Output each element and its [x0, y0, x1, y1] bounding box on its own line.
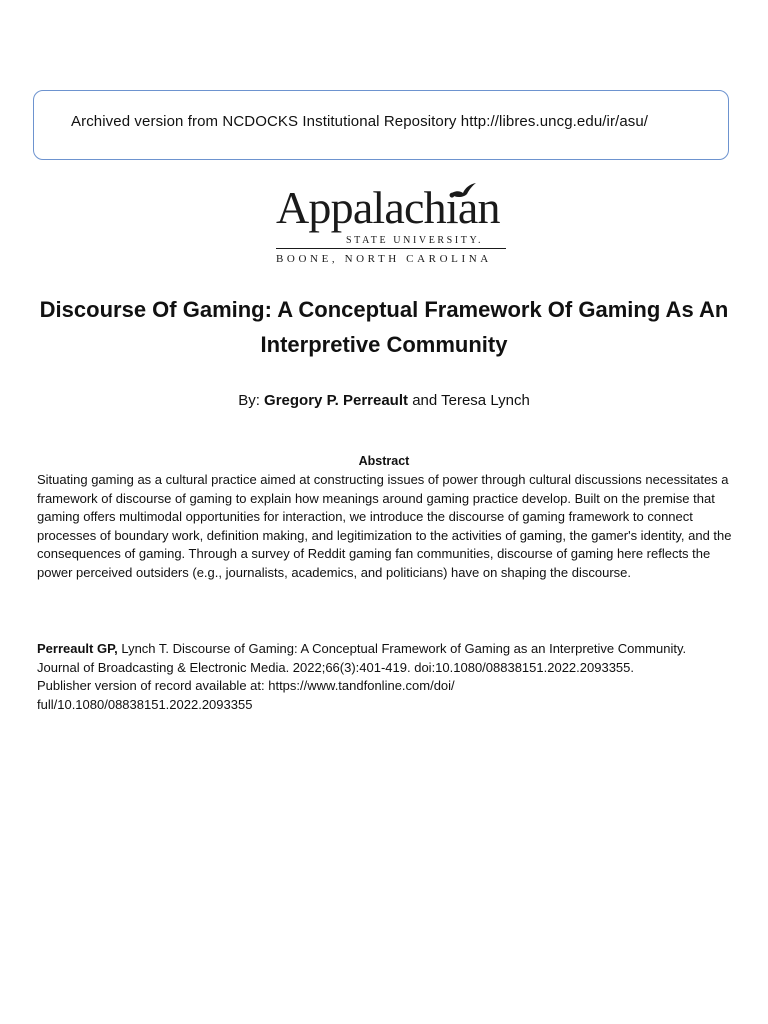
archive-notice-box — [33, 90, 729, 160]
university-logo — [276, 182, 512, 270]
archive-notice: Archived version from NCDOCKS Institutional Repository http://libres.uncg.edu/ir/asu/ — [71, 113, 649, 130]
abstract-body: Situating gaming as a cultural practice aimed at constructing issues of power through cultural discussions necessitates a framework of discourse of gaming to explain how meanings around gaming practice develop. Built on the premise that gaming offers multimodal opportunities for interaction, we introduce the discourse of gaming framework to connect processes of boundary work, definition making, and legitimization to the activities of gaming, the gamer's identity, and the consequences of gaming. Through a survey of Reddit gaming fan communities, discourse of gaming here reflects the power perceived outsiders (e.g., journalists, academics, and politicians) have on shaping the discourse. — [37, 472, 732, 580]
logo-wordmark: Appalachian — [276, 182, 500, 233]
coauthor: Teresa Lynch — [441, 392, 530, 409]
citation-authors: Perreault GP, — [37, 641, 118, 656]
citation-line-4: full/10.1080/08838151.2022.2093355 — [37, 696, 253, 712]
logo-location: BOONE, NORTH CAROLINA — [276, 253, 492, 265]
byline-prefix: By: — [238, 392, 260, 409]
citation — [37, 640, 737, 714]
abstract-heading: Abstract — [358, 454, 410, 468]
citation-line-2: Journal of Broadcasting & Electronic Media. 2022;66(3):401-419. doi:10.1080/08838151.2022.2093355. — [37, 659, 634, 675]
citation-line-1-rest: Lynch T. Discourse of Gaming: A Conceptual Framework of Gaming as an Interpretive Community. — [121, 641, 687, 656]
main-author: Gregory P. Perreault — [264, 392, 409, 409]
bird-icon — [448, 182, 478, 202]
byline-connector: and — [412, 392, 438, 409]
logo-divider — [276, 248, 506, 249]
paper-title: Discourse Of Gaming: A Conceptual Framework Of Gaming As An Interpretive Community — [39, 297, 729, 357]
byline — [0, 392, 768, 409]
logo-subtitle: STATE UNIVERSITY. — [346, 235, 484, 246]
citation-line-1 — [37, 640, 737, 659]
citation-line-3: Publisher version of record available at: https://www.tandfonline.com/doi/ — [37, 678, 455, 694]
